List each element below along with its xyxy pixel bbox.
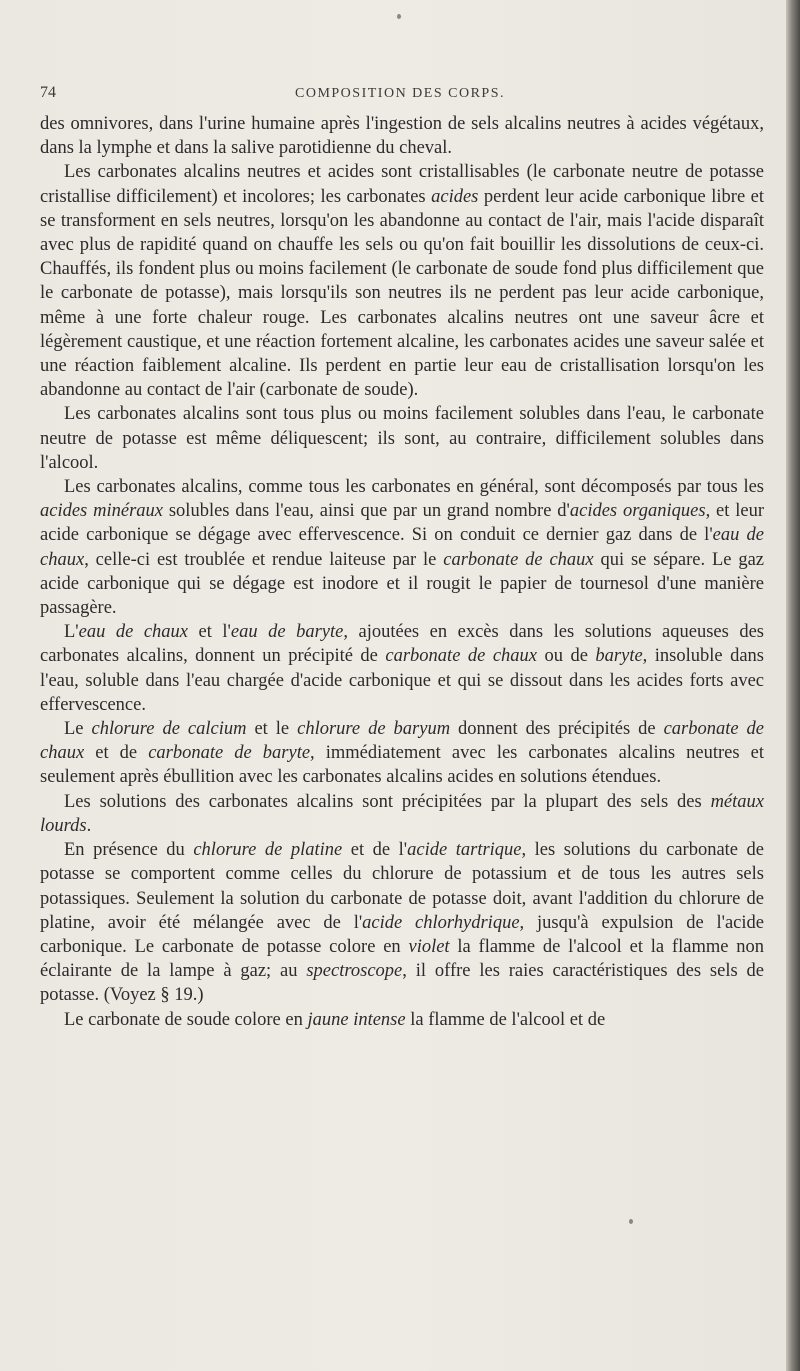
text-run: , insoluble dans l'eau, soluble dans l'eau chargée d'acide carbonique et qui se dissout dans les acides forts avec effervescence.	[40, 646, 764, 715]
italic-term: chlorure de baryum	[297, 719, 451, 740]
italic-term: eau de chaux	[78, 622, 189, 643]
paragraph	[40, 838, 764, 1007]
text-run: Le	[64, 719, 92, 740]
paragraph	[40, 402, 764, 475]
text-run: , et leur acide carbonique se dégage avec effervescence. Si on conduit ce dernier gaz dans de l'	[40, 501, 765, 546]
italic-term: chlorure de platine	[193, 840, 343, 861]
text-run: des omnivores, dans l'urine humaine après l'ingestion de sels alcalins neutres à acides végétaux, dans la lymphe et dans la salive parotidienne du cheval.	[40, 114, 764, 159]
italic-term: spectroscope	[306, 961, 403, 982]
text-run: ou de	[537, 646, 596, 667]
italic-term: baryte	[595, 646, 643, 667]
paragraph	[40, 160, 764, 402]
text-run: solubles dans l'eau, ainsi que par un grand nombre d'	[163, 501, 570, 522]
paragraph	[40, 1008, 764, 1032]
italic-term: acides minéraux	[40, 501, 163, 522]
body-text	[40, 112, 764, 1032]
text-run: , immédiatement avec les carbonates alcalins neutres et seulement après ébullition avec les carbonates alcalins acides en solutions étendues.	[40, 743, 764, 788]
printing-speck	[629, 1219, 633, 1224]
text-run: Les carbonates alcalins sont tous plus ou moins facilement solubles dans l'eau, le carbonate neutre de potasse est même déliquescent; ils sont, au contraire, difficilement solubles dans l'alcool.	[40, 404, 764, 473]
text-run: , il offre les raies caractéristiques des sels de potasse. (Voyez § 19.)	[40, 961, 764, 1006]
italic-term: acides organiques	[569, 501, 706, 522]
italic-term: métaux lourds	[40, 791, 764, 836]
italic-term: carbonate de chaux	[443, 549, 594, 570]
text-run: et de	[84, 743, 149, 764]
book-binding-edge	[786, 0, 800, 1371]
running-head: COMPOSITION DES CORPS.	[295, 86, 505, 101]
text-run: Les carbonates alcalins, comme tous les carbonates en général, sont décomposés par tous les	[64, 477, 764, 498]
paragraph	[40, 475, 764, 620]
text-run: Le carbonate de soude colore en	[64, 1009, 308, 1030]
page-header	[40, 84, 760, 106]
text-run: et l'	[188, 622, 231, 643]
text-run: , celle-ci est troublée et rendue laiteuse par le	[84, 549, 444, 570]
italic-term: eau de chaux	[40, 525, 764, 570]
text-run: et de l'	[342, 840, 408, 861]
italic-term: carbonate de chaux	[40, 719, 765, 764]
text-run: , les solutions du carbonate de potasse se comportent comme celles du chlorure de potassium et de tous les autres sels potassiques. Seulement la solution du carbonate de potasse doit, avant l'addition du chlorure de platine, avoir été mélangée avec de l'	[40, 840, 764, 933]
paragraph	[40, 790, 764, 838]
paragraph	[40, 717, 764, 790]
paragraph	[40, 112, 764, 160]
printing-speck	[397, 14, 401, 19]
paragraph	[40, 620, 764, 717]
text-run: Les carbonates alcalins neutres et acides sont cristallisables (le carbonate neutre de potasse cristallise difficilement) et incolores; les carbonates	[40, 162, 764, 207]
text-run: , jusqu'à expulsion de l'acide carbonique. Le carbonate de potasse colore en	[40, 912, 764, 957]
italic-term: carbonate de baryte	[148, 743, 311, 764]
italic-term: carbonate de chaux	[385, 646, 537, 667]
text-run: L'	[64, 622, 79, 643]
italic-term: acide chlorhydrique	[362, 912, 520, 933]
text-run: , ajoutées en excès dans les solutions aqueuses des carbonates alcalins, donnent un précipité de	[40, 622, 764, 667]
text-run: perdent leur acide carbonique libre et se transforment en sels neutres, lorsqu'on les abandonne au contact de l'air, mais l'acide disparaît avec plus de rapidité quand on chauffe les sels ou qu'on fait bouillir les dissolutions de ceux-ci. Chauffés, ils fondent plus ou moins facilement (le carbonate de soude fond plus difficilement que le carbonate de potasse), mais lorsqu'ils son neutres ils ne perdent pas leur acide carbonique, même à une forte chaleur rouge. Les carbonates alcalins neutres ont une saveur âcre et légèrement caustique, et une réaction fortement alcaline, les carbonates acides une saveur salée et une réaction faiblement alcaline. Ils perdent en partie leur eau de cristallisation lorsqu'on les abandonne au contact de l'air (carbonate de soude).	[40, 186, 764, 401]
text-run: .	[86, 815, 92, 836]
page-number: 74	[40, 84, 56, 101]
text-run: En présence du	[64, 840, 194, 861]
italic-term: violet	[408, 936, 450, 957]
text-run: la flamme de l'alcool et de	[405, 1009, 606, 1030]
text-run: la flamme de l'alcool et la flamme non éclairante de la lampe à gaz; au	[40, 936, 764, 982]
text-run: et le	[246, 719, 298, 740]
text-run: qui se sépare. Le gaz acide carbonique qui se dégage est inodore et il rougit le papier de tournesol d'une manière passagère.	[40, 549, 765, 619]
italic-term: acides	[431, 186, 479, 207]
italic-term: chlorure de calcium	[91, 719, 247, 740]
text-run: donnent des précipités de	[450, 719, 664, 740]
italic-term: acide tartrique	[407, 840, 522, 861]
italic-term: eau de baryte	[230, 622, 344, 643]
italic-term: jaune intense	[307, 1009, 406, 1030]
text-run: Les solutions des carbonates alcalins sont précipitées par la plupart des sels des	[64, 791, 711, 812]
